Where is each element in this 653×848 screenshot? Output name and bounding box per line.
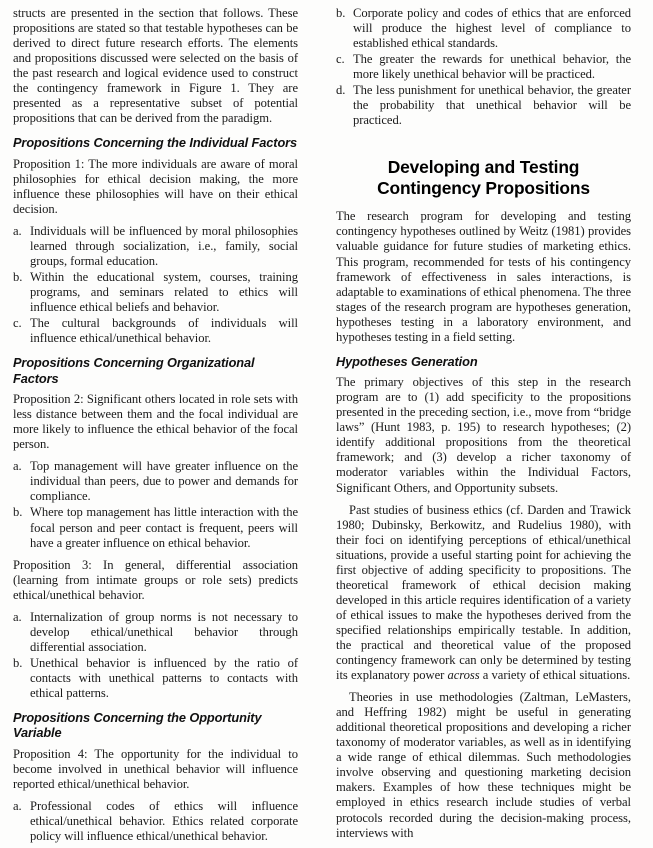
list-item-text: Corporate policy and codes of ethics that are enforced will produce the highest level of compliance to established ethical standards. (353, 6, 631, 51)
proposition-1-list (13, 224, 298, 346)
list-item-text: Within the educational system, courses, training programs, and seminars related to ethics will influence ethical beliefs and behavior. (30, 270, 298, 315)
proposition-4-list-continued (336, 6, 631, 128)
page-title (336, 157, 631, 199)
list-item-text: Professional codes of ethics will influence ethical/unethical behavior. Ethics related corporate policy will influence ethical/unethical behavior. (30, 799, 298, 844)
list-marker: a. (13, 799, 22, 813)
list-marker: c. (13, 316, 22, 331)
list-item-text: Where top management has little interaction with the focal person and peer contact is frequent, peers will have a greater influence on ethical behavior. (30, 505, 298, 550)
list-item-text: The cultural backgrounds of individuals will influence ethical/unethical behavior. (30, 316, 298, 346)
page-title-line-1: Developing and Testing (387, 157, 580, 178)
continuation-paragraph: structs are presented in the section that follows. These propositions are stated so that testable hypotheses can be derived to direct future research efforts. The elements and propositions discussed were selected on the basis of the past research and logical evidence used to construct the contingency framework in Figure 1. They are presented as a representative subset of potential propositions that can be derived from the paradigm. (13, 6, 298, 126)
list-item (13, 459, 298, 504)
list-item (13, 656, 298, 701)
emphasis-across: across (447, 668, 480, 683)
list-item (13, 610, 298, 655)
list-marker: b. (13, 270, 23, 285)
list-item-text: Unethical behavior is influenced by the ratio of contacts with unethical patterns to contacts with ethical patterns. (30, 655, 298, 700)
list-marker: b. (13, 655, 23, 670)
list-item (13, 270, 298, 315)
list-marker: b. (336, 6, 346, 20)
list-item-text: Internalization of group norms is not necessary to develop ethical/unethical behavior through differential association. (30, 609, 298, 654)
proposition-2-list (13, 459, 298, 550)
proposition-4-list (13, 799, 298, 844)
list-marker: a. (13, 223, 22, 238)
hypotheses-paragraph-3: Theories in use methodologies (Zaltman, LeMasters, and Heffring 1982) might be useful in generating additional theoretical propositions and developing a richer taxonomy of moderator variables, as well as in identifying a wide range of ethical dilemmas. Such methodologies involve observing and questioning marketing decision makers. Examples of how these techniques might be employed in ethics research include studies of verbal protocols recorded during the decision-making process, interviews with (336, 690, 631, 840)
hypotheses-paragraph-2-part-1: Past studies of business ethics (cf. Darden and Trawick 1980; Dubinsky, Berkowitz, and Rudelius 1980), with their foci on identifying perceptions of ethical/unethical situations, provide a useful starting point for achieving the first objective of adding specificity to propositions. The theoretical framework of ethical decision making developed in this article requires identification of a variety of ethical issues to make the hypotheses derived from the specified relationships empirically testable. In addition, the practical and theoretical value of the proposed contingency framework can only be determined by testing its explanatory power (336, 502, 631, 683)
intro-paragraph: The research program for developing and testing contingency hypotheses outlined by Weitz (1981) provides valuable guidance for future studies of marketing ethics. This program, recommended for tests of his contingency framework of effectiveness in sales interactions, is adaptable to examinations of ethical phenomena. The three stages of the research program are hypotheses generation, hypotheses testing in a laboratory environment, and hypotheses testing in a field setting. (336, 209, 631, 344)
list-item (13, 799, 298, 844)
list-item (336, 83, 631, 128)
hypotheses-paragraph-1: The primary objectives of this step in the research program are to (1) add specificity to the propositions presented in the preceding section, i.e., move from “bridge laws” (Hunt 1983, p. 195) to research hypotheses; (2) identify additional propositions from the theoretical framework; and (3) develop a richer taxonomy of moderator variables within the Individual Factors, Significant Others, and Opportunity subsets. (336, 375, 631, 495)
list-item-text: The greater the rewards for unethical behavior, the more likely unethical behavior will be practiced. (353, 52, 631, 82)
heading-propositions-individual-factors: Propositions Concerning the Individual Factors (13, 135, 298, 151)
heading-propositions-organizational-factors: Propositions Concerning Organizational Factors (13, 355, 255, 386)
proposition-1-text: Proposition 1: The more individuals are aware of moral philosophies for ethical decision making, the more influence these philosophies will have on their ethical decision. (13, 156, 298, 216)
list-item-text: The less punishment for unethical behavior, the greater the probability that unethical behavior will be practiced. (353, 83, 631, 128)
list-marker: c. (336, 52, 345, 67)
proposition-4-text: Proposition 4: The opportunity for the individual to become involved in unethical behavior will influence reported ethical/unethical behavior. (13, 746, 298, 791)
right-column (330, 0, 653, 848)
hypotheses-paragraph-2 (336, 503, 631, 684)
proposition-2-text: Proposition 2: Significant others located in role sets with less distance between them and the focal individual are more likely to influence the ethical behavior of the focal person. (13, 392, 298, 452)
heading-propositions-opportunity-variable: Propositions Concerning the Opportunity Variable (13, 710, 262, 741)
hypotheses-paragraph-2-part-2: a variety of ethical situations. (479, 668, 631, 683)
list-item-text: Individuals will be influenced by moral philosophies learned through socialization, i.e., family, social groups, formal education. (30, 223, 298, 269)
list-marker: a. (13, 459, 22, 474)
proposition-3-text: Proposition 3: In general, differential association (learning from intimate groups or role sets) predicts ethical/unethical behavior. (13, 557, 298, 602)
list-item (13, 505, 298, 550)
list-marker: b. (13, 505, 23, 520)
heading-hypotheses-generation: Hypotheses Generation (336, 353, 478, 369)
page-title-line-2: Contingency Propositions (377, 178, 590, 199)
list-marker: d. (336, 83, 346, 98)
list-item-text: Top management will have greater influence on the individual than peers, due to power and demands for compliance. (30, 459, 298, 504)
list-marker: a. (13, 609, 22, 624)
list-item (13, 224, 298, 269)
list-item (336, 6, 631, 51)
list-item (13, 316, 298, 346)
list-item (336, 52, 631, 82)
proposition-3-list (13, 610, 298, 701)
